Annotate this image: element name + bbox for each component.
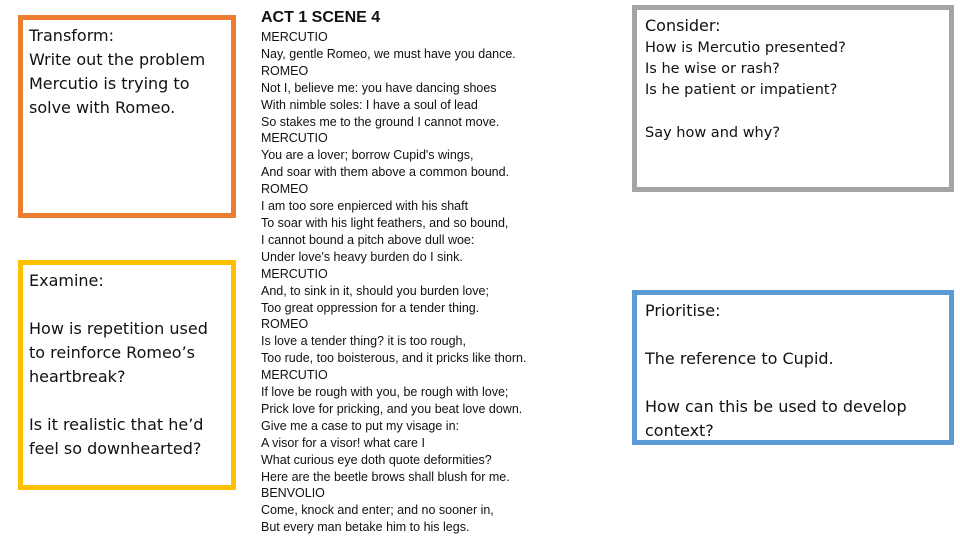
scene-line: Not I, believe me: you have dancing shoes	[261, 80, 497, 95]
scene-line: What curious eye doth quote deformities?	[261, 452, 492, 467]
examine-question-realistic: Is it realistic that he’d feel so downhearted?	[29, 415, 204, 458]
consider-prompt: Say how and why?	[645, 125, 781, 141]
examine-box	[18, 260, 236, 490]
scene-line: I cannot bound a pitch above dull woe:	[261, 232, 475, 247]
scene-line: Nay, gentle Romeo, we must have you dance.	[261, 46, 516, 61]
prioritise-box	[632, 290, 954, 445]
consider-questions: How is Mercutio presented? Is he wise or rash? Is he patient or impatient?	[645, 40, 846, 98]
scene-title: ACT 1 SCENE 4	[261, 9, 381, 26]
scene-lines	[261, 29, 621, 536]
scene-line: But every man betake him to his legs.	[261, 520, 470, 535]
prioritise-item-cupid: The reference to Cupid.	[645, 349, 834, 368]
scene-line: With nimble soles: I have a soul of lead	[261, 97, 478, 112]
scene-line: And, to sink in it, should you burden love;	[261, 283, 489, 298]
scene-line: MERCUTIO	[261, 266, 328, 281]
scene-line: If love be rough with you, be rough with love;	[261, 385, 509, 400]
scene-line: Too great oppression for a tender thing.	[261, 300, 480, 315]
scene-line: To soar with his light feathers, and so bound,	[261, 215, 509, 230]
prioritise-item-context: How can this be used to develop context?	[645, 397, 907, 440]
scene-line: Come, knock and enter; and no sooner in,	[261, 503, 494, 518]
scene-line: A visor for a visor! what care I	[261, 435, 425, 450]
examine-heading: Examine:	[29, 271, 104, 290]
transform-box	[18, 15, 236, 218]
scene-line: ROMEO	[261, 182, 309, 197]
scene-line: You are a lover; borrow Cupid's wings,	[261, 148, 474, 163]
scene-line: Is love a tender thing? it is too rough,	[261, 334, 466, 349]
consider-box	[632, 5, 954, 192]
scene-line: MERCUTIO	[261, 30, 328, 44]
scene-line: ROMEO	[261, 63, 309, 78]
scene-line: Prick love for pricking, and you beat love down.	[261, 401, 523, 416]
scene-line: Give me a case to put my visage in:	[261, 418, 460, 433]
scene-line: I am too sore enpierced with his shaft	[261, 199, 469, 214]
consider-heading: Consider:	[645, 16, 721, 35]
scene-line: MERCUTIO	[261, 131, 328, 146]
scene-line: So stakes me to the ground I cannot move.	[261, 114, 500, 129]
scene-line: BENVOLIO	[261, 486, 325, 501]
scene-extract	[261, 8, 621, 536]
scene-line: Too rude, too boisterous, and it pricks like thorn.	[261, 351, 527, 366]
scene-line: And soar with them above a common bound.	[261, 165, 510, 180]
prioritise-heading: Prioritise:	[645, 301, 721, 320]
scene-line: MERCUTIO	[261, 368, 328, 383]
scene-line: ROMEO	[261, 317, 309, 332]
examine-question-repetition: How is repetition used to reinforce Romeo’s heartbreak?	[29, 319, 208, 386]
scene-line: Here are the beetle brows shall blush for me.	[261, 469, 510, 484]
scene-line: Under love's heavy burden do I sink.	[261, 249, 463, 264]
transform-text: Transform: Write out the problem Mercutio is trying to solve with Romeo.	[29, 26, 206, 117]
